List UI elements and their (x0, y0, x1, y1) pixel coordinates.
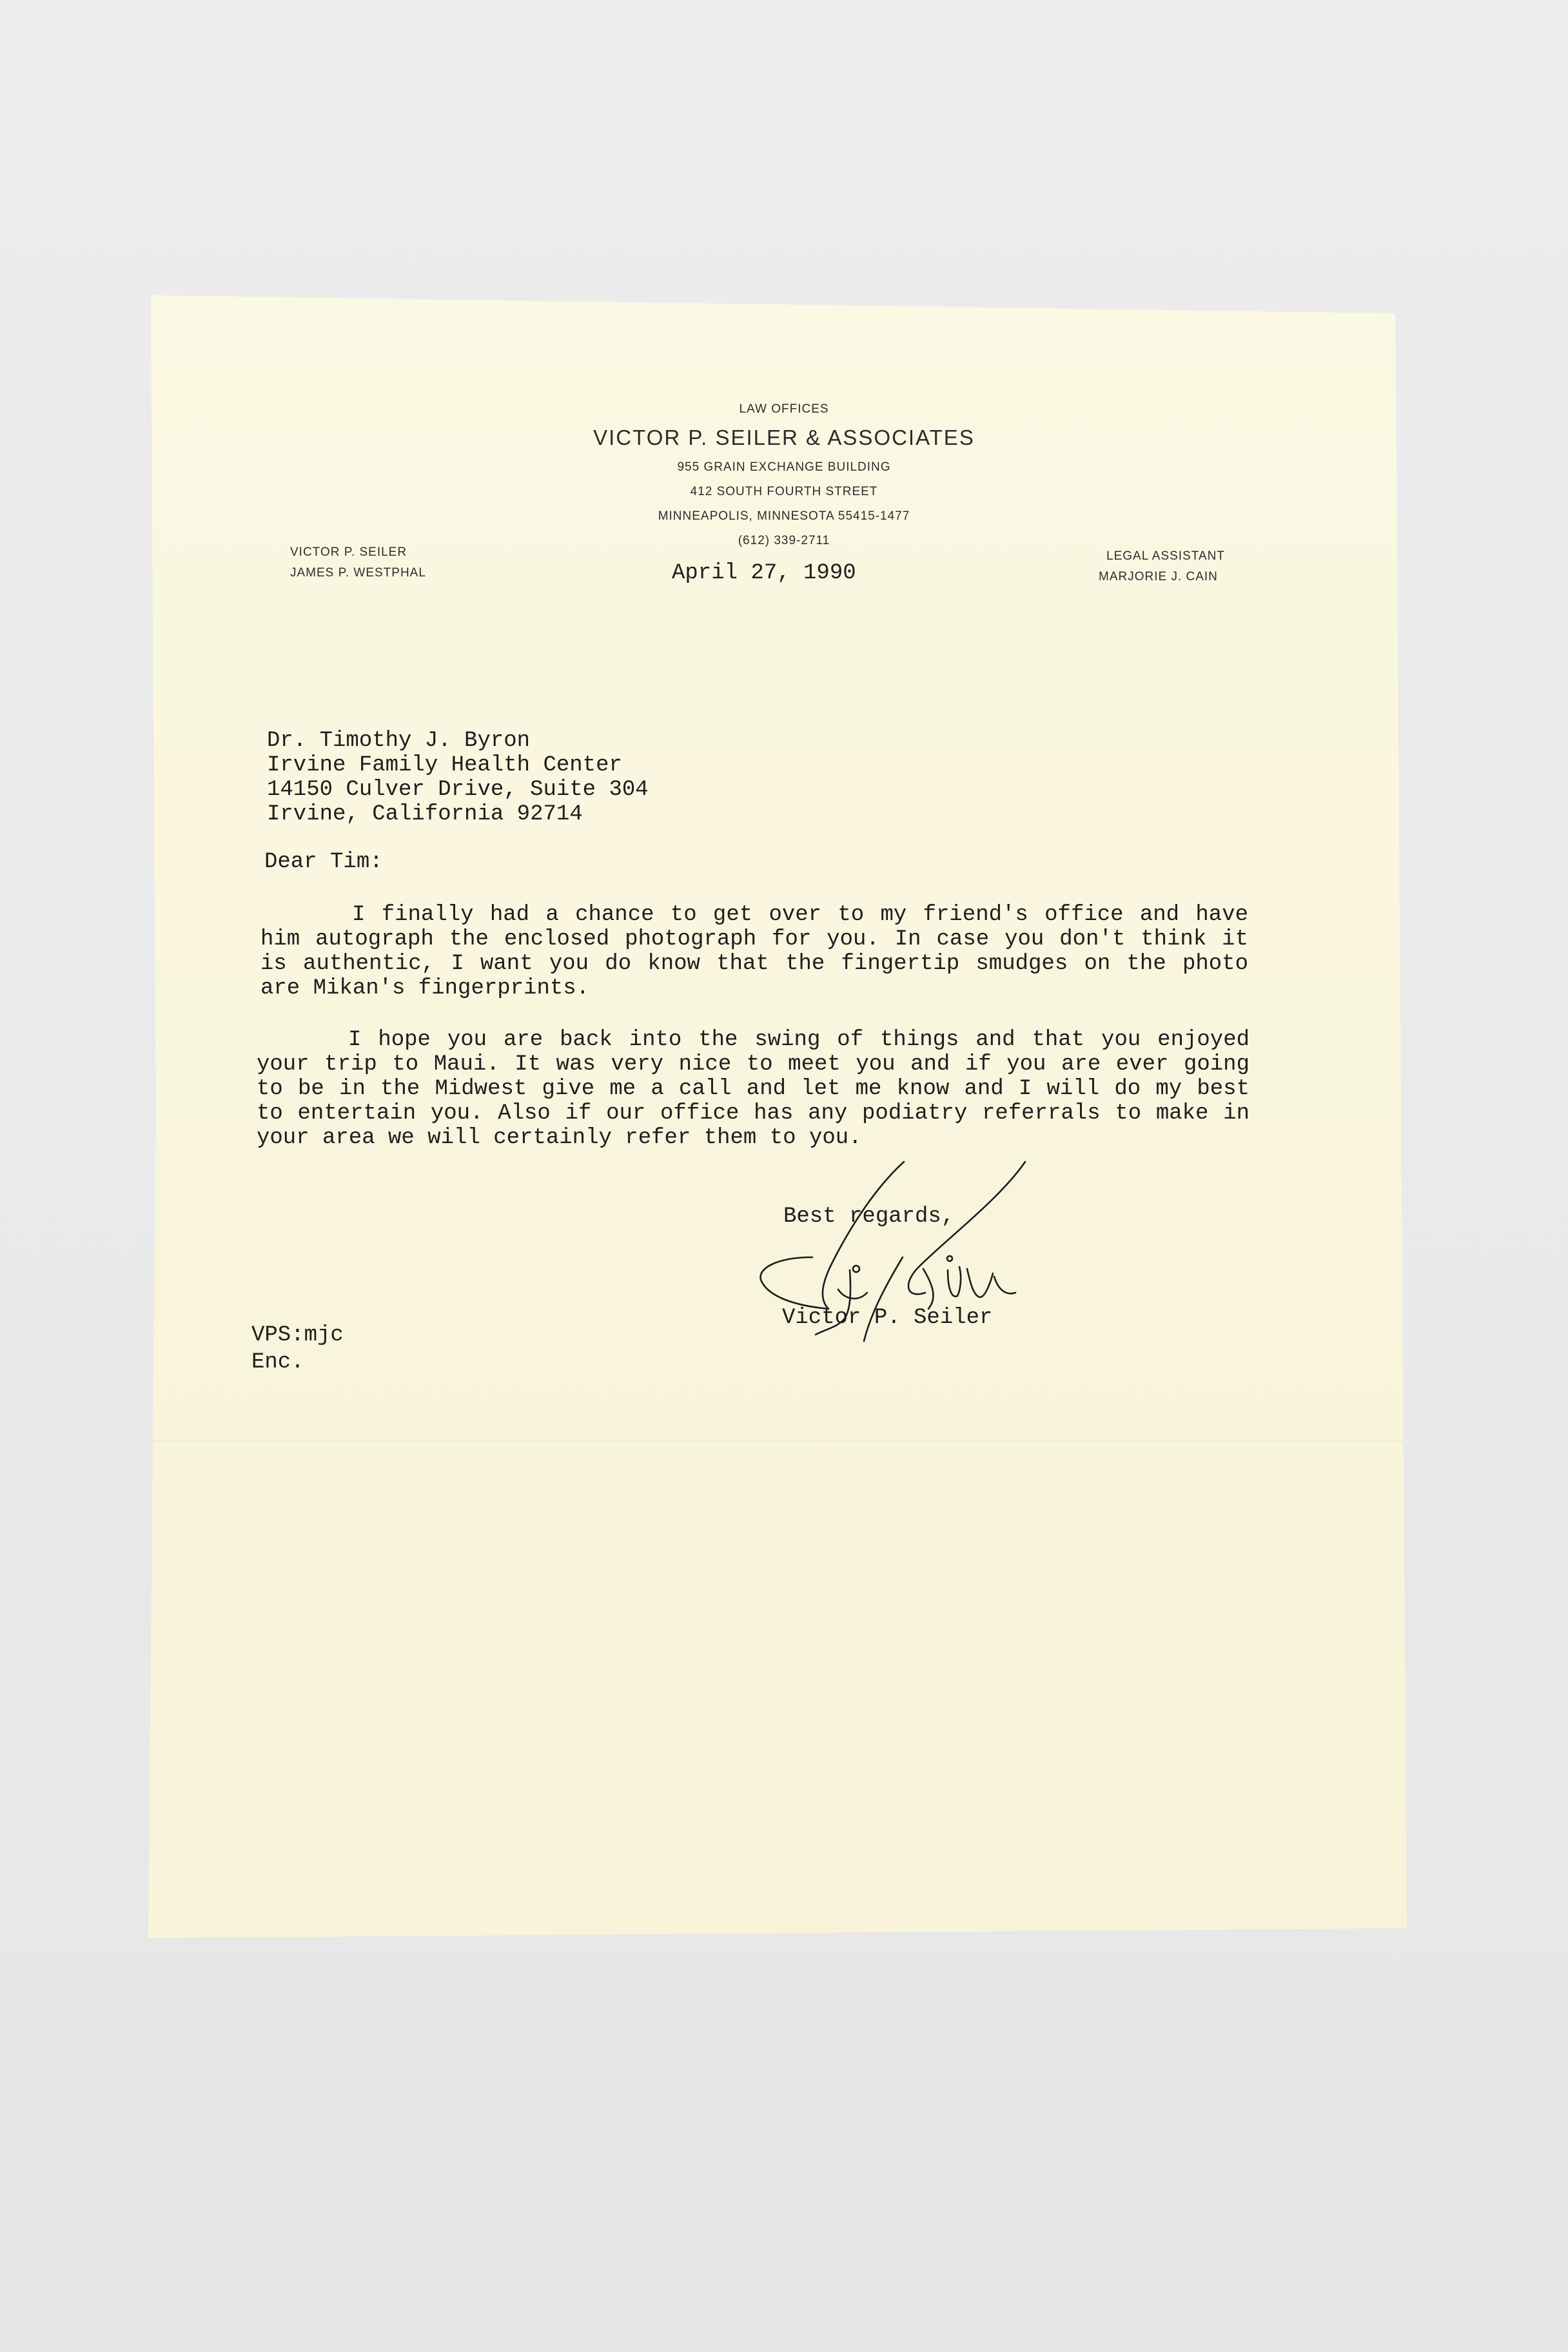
assistant-name: MARJORIE J. CAIN (1099, 570, 1218, 583)
address-line: 955 GRAIN EXCHANGE BUILDING (677, 460, 891, 474)
enclosure-note: Enc. (251, 1350, 304, 1375)
letter-date: April 27, 1990 (672, 561, 856, 585)
closing: Best regards, (783, 1204, 955, 1229)
attorney-name: JAMES P. WESTPHAL (290, 566, 426, 580)
phone-number: (612) 339-2711 (738, 534, 830, 547)
firm-name: VICTOR P. SEILER & ASSOCIATES (593, 426, 975, 449)
recipient-line: 14150 Culver Drive, Suite 304 (267, 778, 649, 802)
salutation: Dear Tim: (264, 850, 383, 874)
letterhead-label: LAW OFFICES (739, 402, 829, 416)
attorney-name: VICTOR P. SEILER (290, 545, 407, 559)
recipient-line: Irvine, California 92714 (267, 802, 583, 827)
assistant-title: LEGAL ASSISTANT (1106, 549, 1225, 563)
body-paragraph: I hope you are back into the swing of things and that you enjoyed your trip to Maui. It was very nice to meet you and if you are ever going to be in the Midwest give me a call and let me know and I will do my best to entertain you. Also if our office has any podiatry referrals to make in your area we will certainly refer them to you. (257, 1028, 1250, 1150)
paper-fold (148, 1440, 1407, 1444)
typist-initials: VPS:mjc (251, 1323, 344, 1348)
recipient-line: Irvine Family Health Center (267, 753, 622, 778)
body-paragraph: I finally had a chance to get over to my friend's office and have him autograph the enclosed photograph for you. In case you don't think it is authentic, I want you do know that the fingertip smudges on the photo are Mikan's fingerprints. (260, 903, 1248, 1001)
recipient-line: Dr. Timothy J. Byron (267, 729, 531, 753)
signer-name: Victor P. Seiler (782, 1306, 993, 1330)
address-line: MINNEAPOLIS, MINNESOTA 55415-1477 (658, 509, 910, 523)
address-line: 412 SOUTH FOURTH STREET (690, 485, 878, 498)
